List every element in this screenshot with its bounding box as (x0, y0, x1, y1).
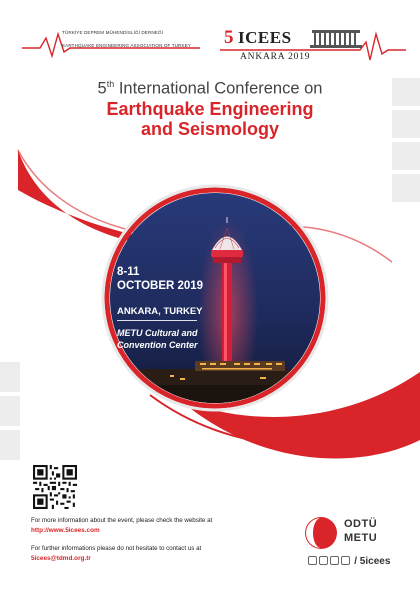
metu-name-tr: ODTÜ (344, 518, 378, 530)
tdmd-name-tr: TÜRKİYE DEPREM MÜHENDİSLİĞİ DERNEĞİ (62, 30, 164, 35)
metu-logo-icon (304, 516, 338, 550)
event-month-year: OCTOBER 2019 (117, 280, 204, 292)
event-city: ANKARA, TURKEY (117, 306, 203, 317)
event-venue (117, 327, 198, 351)
icees-city-year: ANKARA 2019 (240, 52, 311, 62)
icees-number: 5 (224, 27, 234, 48)
social-links (308, 556, 390, 567)
tdmd-name-en: EARTHQUAKE ENGINEERING ASSOCIATION OF TURKEY (62, 43, 191, 48)
title-line-1-rest: International Conference on (114, 79, 323, 98)
linkedin-icon[interactable] (341, 556, 350, 565)
mausoleum-icon (310, 30, 362, 48)
venue-line-2: Convention Center (117, 340, 198, 350)
event-dates (117, 265, 203, 293)
info-text-website: For more information about the event, please check the website at (31, 517, 213, 524)
icees-word: ICEES (238, 28, 292, 47)
tower-illustration (110, 193, 320, 403)
title-main (0, 99, 420, 139)
title-line-1 (0, 79, 420, 99)
info-text-contact: For further informations please do not hesitate to contact us at (31, 545, 202, 552)
email-link[interactable]: 5icees@tdmd.org.tr (31, 555, 91, 562)
divider (117, 320, 197, 321)
event-days: 8-11 (117, 266, 140, 278)
twitter-icon[interactable] (330, 556, 339, 565)
title-line-2: Earthquake Engineering (106, 99, 314, 119)
icees-logo (220, 20, 406, 76)
tdmd-logo (22, 30, 200, 64)
metu-name-en: METU (344, 532, 378, 544)
venue-line-1: METU Cultural and (117, 328, 198, 338)
website-link[interactable]: http://www.5icees.com (31, 527, 100, 534)
instagram-icon[interactable] (319, 556, 328, 565)
title-ordinal-suffix: th (106, 79, 115, 89)
title-ordinal: 5 (97, 79, 107, 98)
facebook-icon[interactable] (308, 556, 317, 565)
qr-code[interactable] (33, 465, 77, 509)
title-line-3: and Seismology (140, 119, 280, 139)
event-photo (110, 193, 320, 403)
social-handle: / 5icees (354, 556, 391, 567)
